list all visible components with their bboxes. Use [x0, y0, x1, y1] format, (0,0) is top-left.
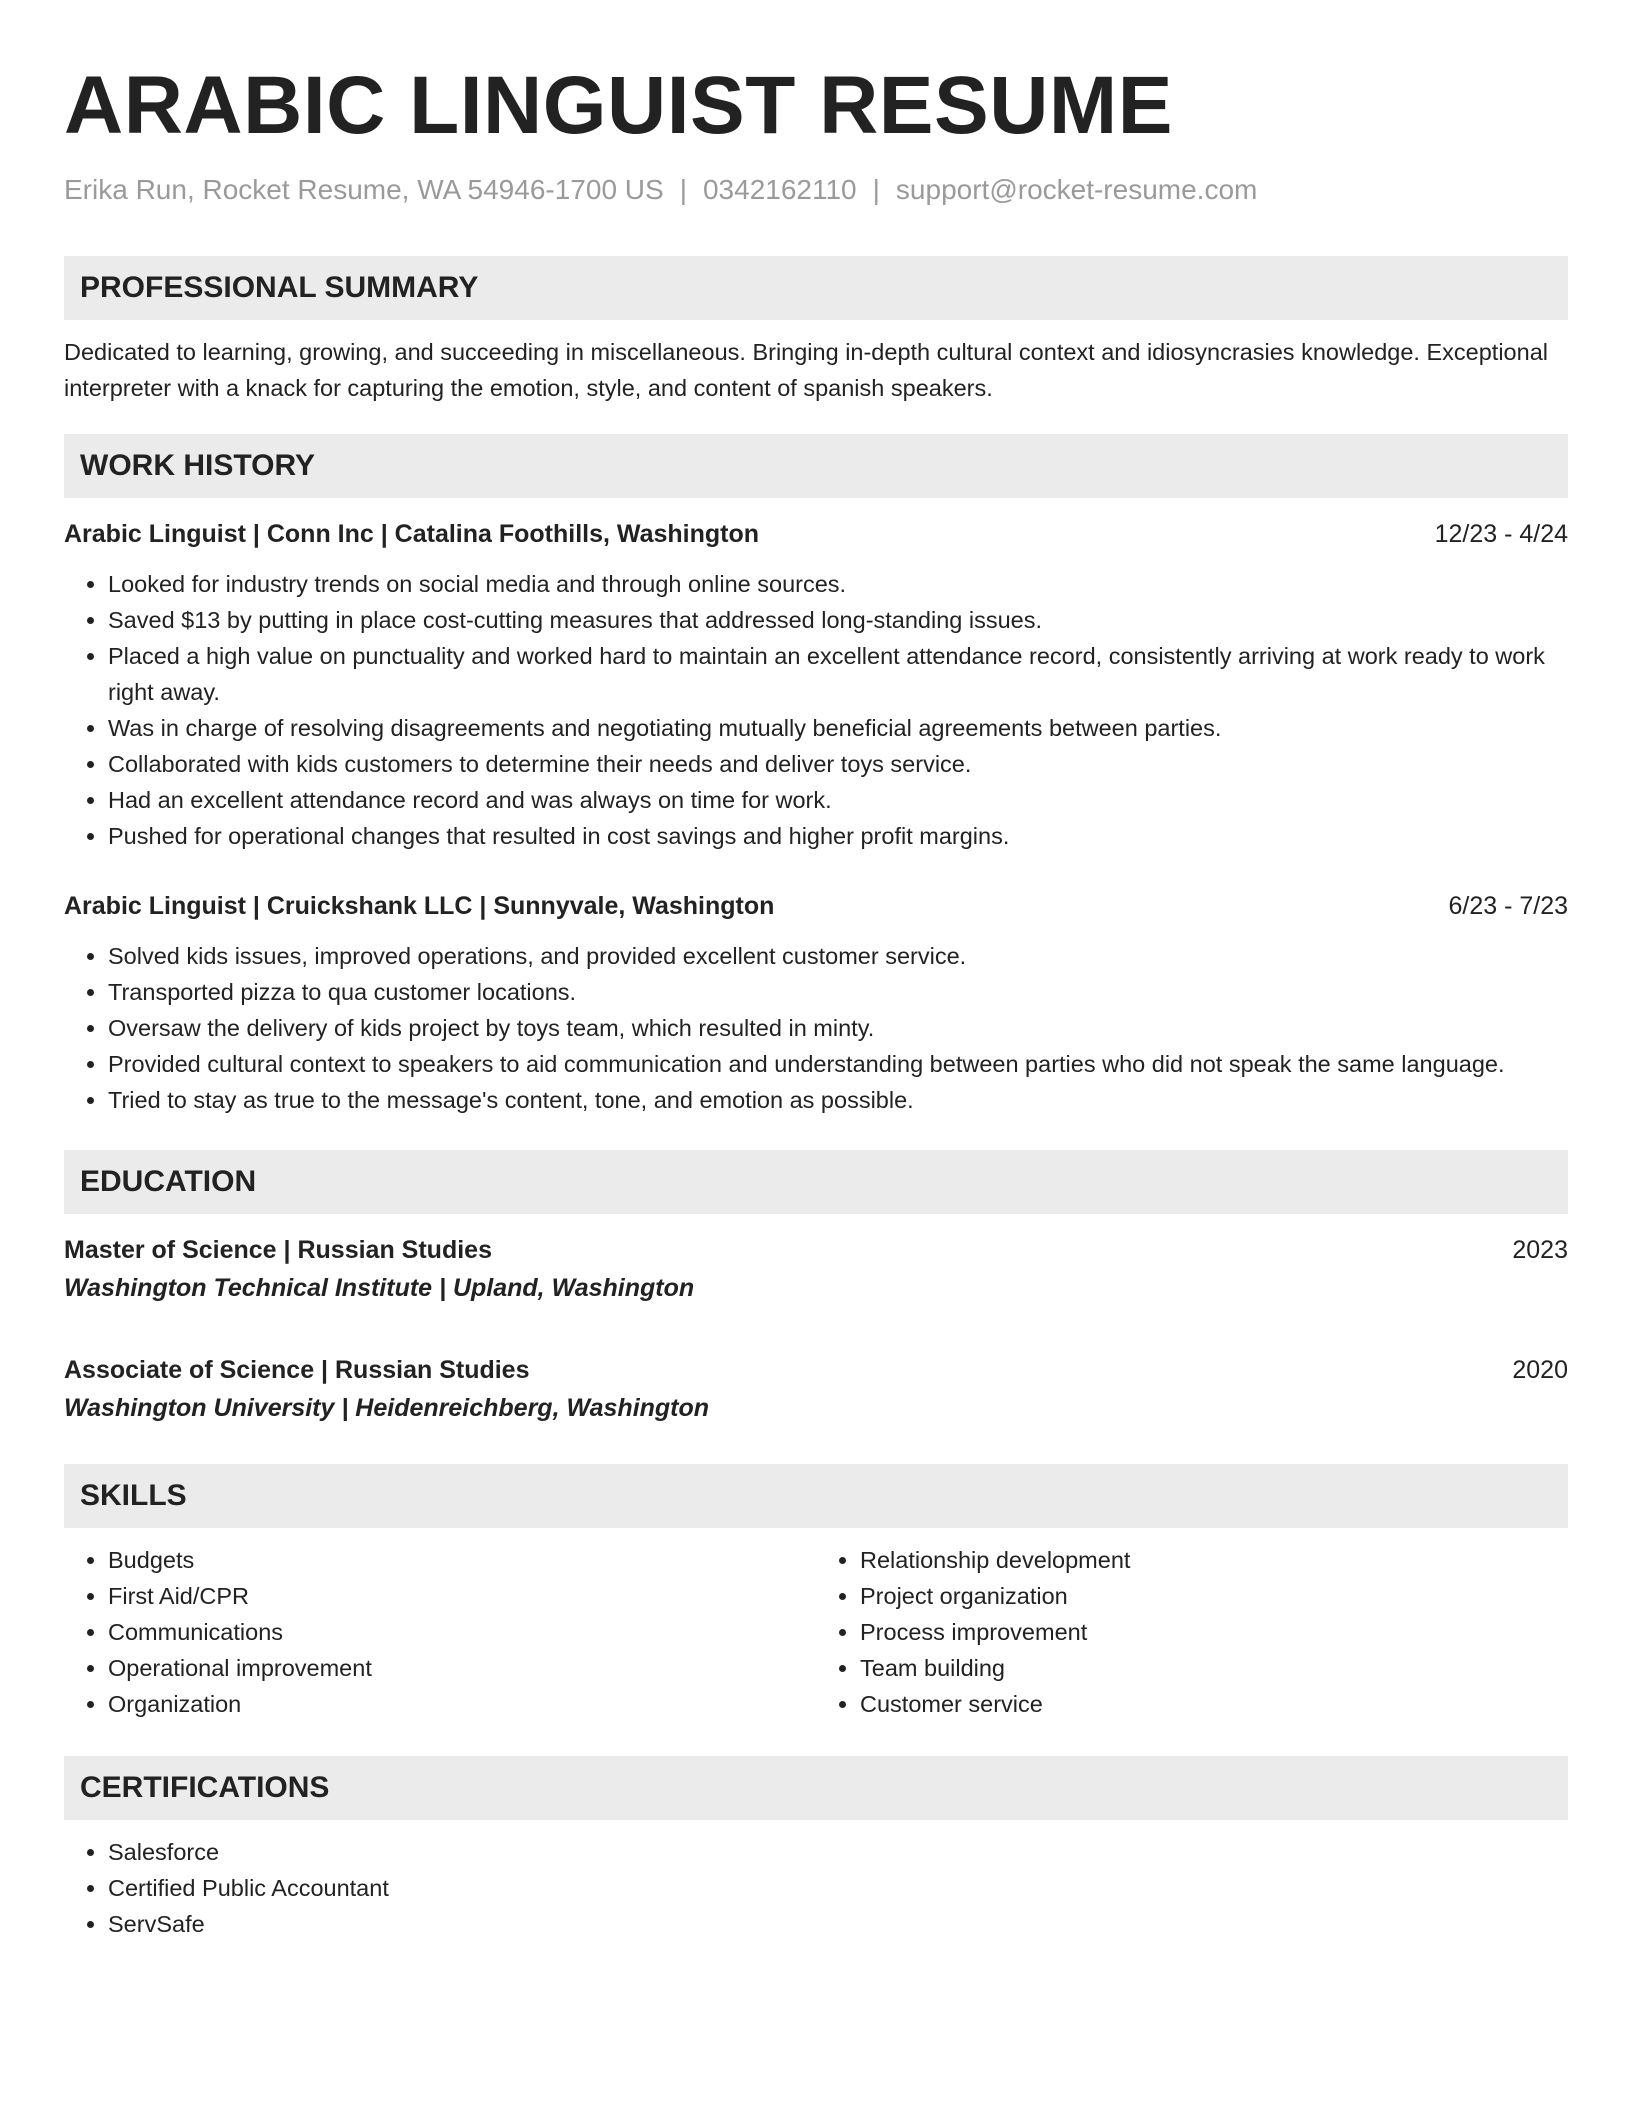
job-bullet-item: • Looked for industry trends on social media and through online sources.: [108, 566, 1568, 602]
job-bullet-item: • Pushed for operational changes that resulted in cost savings and higher profit margins.: [108, 818, 1568, 854]
section-heading-skills: SKILLS: [64, 1464, 1568, 1528]
education-section: [64, 1150, 1568, 1426]
job-entry: [64, 888, 1568, 1118]
skill-item: • Budgets: [108, 1542, 816, 1578]
section-heading-summary: PROFESSIONAL SUMMARY: [64, 256, 1568, 320]
section-heading-education: EDUCATION: [64, 1150, 1568, 1214]
resume-title: ARABIC LINGUIST RESUME: [64, 60, 1173, 151]
job-bullet-item: • Saved $13 by putting in place cost-cutting measures that addressed long-standing issues.: [108, 602, 1568, 638]
skills-list-left: [64, 1542, 816, 1722]
skill-item: • Process improvement: [860, 1614, 1568, 1650]
job-dates: 6/23 - 7/23: [1448, 892, 1568, 920]
certifications-list: [64, 1834, 1568, 1942]
job-bullet-item: • Solved kids issues, improved operations, and provided excellent customer service.: [108, 938, 1568, 974]
skill-item: • Operational improvement: [108, 1650, 816, 1686]
job-header: [64, 888, 1568, 924]
certification-item: • ServSafe: [108, 1906, 1568, 1942]
education-list: [64, 1232, 1568, 1426]
certification-item: • Salesforce: [108, 1834, 1568, 1870]
skill-item: • First Aid/CPR: [108, 1578, 816, 1614]
contact-address: Erika Run, Rocket Resume, WA 54946-1700 US: [64, 174, 664, 205]
job-list: [64, 516, 1568, 1118]
education-header: [64, 1352, 1568, 1388]
work-history-section: [64, 434, 1568, 1118]
skills-columns: [64, 1528, 1568, 1722]
contact-email: support@rocket-resume.com: [895, 174, 1258, 205]
job-bullet-item: • Was in charge of resolving disagreements and negotiating mutually beneficial agreements between parties.: [108, 710, 1568, 746]
job-title: Arabic Linguist | Cruickshank LLC | Sunnyvale, Washington: [64, 892, 775, 920]
skill-item: • Customer service: [860, 1686, 1568, 1722]
job-bullet-item: • Collaborated with kids customers to determine their needs and deliver toys service.: [108, 746, 1568, 782]
education-school: Washington Technical Institute | Upland, Washington: [64, 1274, 695, 1302]
skill-item: • Organization: [108, 1686, 816, 1722]
education-school: Washington University | Heidenreichberg, Washington: [64, 1394, 710, 1422]
job-bullet-item: • Placed a high value on punctuality and worked hard to maintain an excellent attendance record, consistently arriving at work ready to work right away.: [108, 638, 1568, 710]
contact-line: [64, 172, 1568, 208]
education-year: 2020: [1512, 1356, 1568, 1384]
job-dates: 12/23 - 4/24: [1434, 520, 1568, 548]
job-bullet-item: • Tried to stay as true to the message's content, tone, and emotion as possible.: [108, 1082, 1568, 1118]
job-bullet-item: • Provided cultural context to speakers to aid communication and understanding between parties who did not speak the same language.: [108, 1046, 1568, 1082]
certifications-section: [64, 1756, 1568, 1942]
job-bullet-item: • Transported pizza to qua customer locations.: [108, 974, 1568, 1010]
summary-section: [64, 256, 1568, 406]
skill-item: • Communications: [108, 1614, 816, 1650]
skill-item: • Project organization: [860, 1578, 1568, 1614]
skill-item: • Team building: [860, 1650, 1568, 1686]
job-bullet-item: • Had an excellent attendance record and was always on time for work.: [108, 782, 1568, 818]
section-heading-certifications: CERTIFICATIONS: [64, 1756, 1568, 1820]
contact-separator: |: [872, 174, 880, 205]
education-header: [64, 1232, 1568, 1268]
education-degree: Associate of Science | Russian Studies: [64, 1356, 530, 1384]
job-header: [64, 516, 1568, 552]
job-bullets: [64, 938, 1568, 1118]
summary-text: Dedicated to learning, growing, and succeeding in miscellaneous. Bringing in-depth cultural context and idiosyncrasies knowledge. Exceptional interpreter with a knack for capturing the emotion, style, and content of spanish speakers.: [64, 339, 1548, 401]
job-bullets: [64, 566, 1568, 854]
job-entry: [64, 516, 1568, 854]
job-title: Arabic Linguist | Conn Inc | Catalina Foothills, Washington: [64, 520, 760, 548]
contact-separator: |: [679, 174, 687, 205]
skill-item: • Relationship development: [860, 1542, 1568, 1578]
education-year: 2023: [1512, 1236, 1568, 1264]
contact-phone: 0342162110: [702, 174, 857, 205]
certification-item: • Certified Public Accountant: [108, 1870, 1568, 1906]
section-heading-work-history: WORK HISTORY: [64, 434, 1568, 498]
education-entry: [64, 1352, 1568, 1426]
skills-section: [64, 1464, 1568, 1722]
education-entry: [64, 1232, 1568, 1306]
education-degree: Master of Science | Russian Studies: [64, 1236, 492, 1264]
job-bullet-item: • Oversaw the delivery of kids project by toys team, which resulted in minty.: [108, 1010, 1568, 1046]
skills-list-right: [816, 1542, 1568, 1722]
